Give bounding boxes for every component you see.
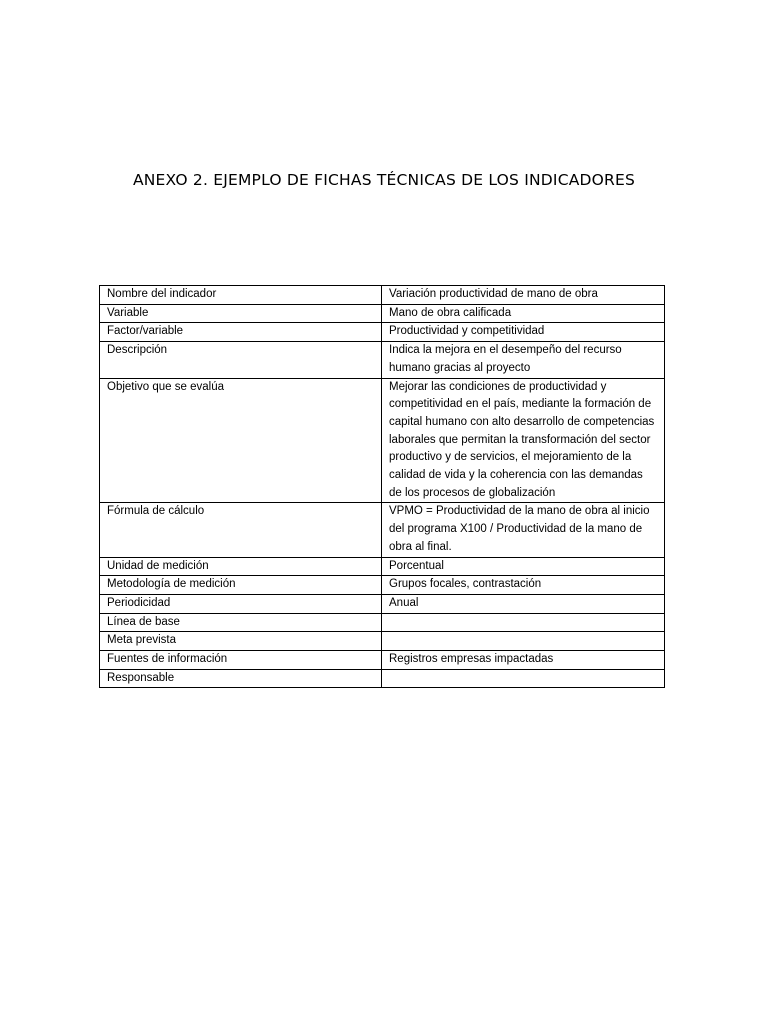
table-row: [100, 557, 665, 576]
table-row: [100, 304, 665, 323]
table-row: [100, 613, 665, 632]
row-value: VPMO = Productividad de la mano de obra al inicio del programa X100 / Productividad de la mano de obra al final.: [382, 503, 665, 557]
page-title: ANEXO 2. EJEMPLO DE FICHAS TÉCNICAS DE LOS INDICADORES: [132, 171, 636, 189]
row-label: Factor/variable: [100, 323, 382, 342]
row-value: Anual: [382, 594, 665, 613]
row-value: [382, 669, 665, 688]
row-label: Responsable: [100, 669, 382, 688]
row-label: Meta prevista: [100, 632, 382, 651]
row-value: Registros empresas impactadas: [382, 651, 665, 670]
row-value: Porcentual: [382, 557, 665, 576]
row-value: Mejorar las condiciones de productividad y competitividad en el país, mediante la formación de capital humano con alto desarrollo de competencias laborales que permitan la transformación del sector productivo y de servicios, el mejoramiento de la calidad de vida y la coherencia con las demandas de los procesos de globalización: [382, 378, 665, 503]
table-row: [100, 378, 665, 503]
indicator-table: [99, 285, 665, 688]
table-row: [100, 651, 665, 670]
table-row: [100, 286, 665, 305]
row-label: Nombre del indicador: [100, 286, 382, 305]
row-value: [382, 613, 665, 632]
table-row: [100, 576, 665, 595]
row-label: Objetivo que se evalúa: [100, 378, 382, 503]
row-label: Unidad de medición: [100, 557, 382, 576]
row-value: Productividad y competitividad: [382, 323, 665, 342]
row-label: Metodología de medición: [100, 576, 382, 595]
row-value: Grupos focales, contrastación: [382, 576, 665, 595]
row-label: Descripción: [100, 342, 382, 378]
row-label: Fuentes de información: [100, 651, 382, 670]
table-row: [100, 503, 665, 557]
row-value: Mano de obra calificada: [382, 304, 665, 323]
row-label: Fórmula de cálculo: [100, 503, 382, 557]
row-label: Periodicidad: [100, 594, 382, 613]
row-label: Variable: [100, 304, 382, 323]
row-value: Indica la mejora en el desempeño del recurso humano gracias al proyecto: [382, 342, 665, 378]
table-row: [100, 323, 665, 342]
table-row: [100, 594, 665, 613]
row-value: [382, 632, 665, 651]
table-row: [100, 669, 665, 688]
table-row: [100, 342, 665, 378]
row-label: Línea de base: [100, 613, 382, 632]
table-row: [100, 632, 665, 651]
row-value: Variación productividad de mano de obra: [382, 286, 665, 305]
